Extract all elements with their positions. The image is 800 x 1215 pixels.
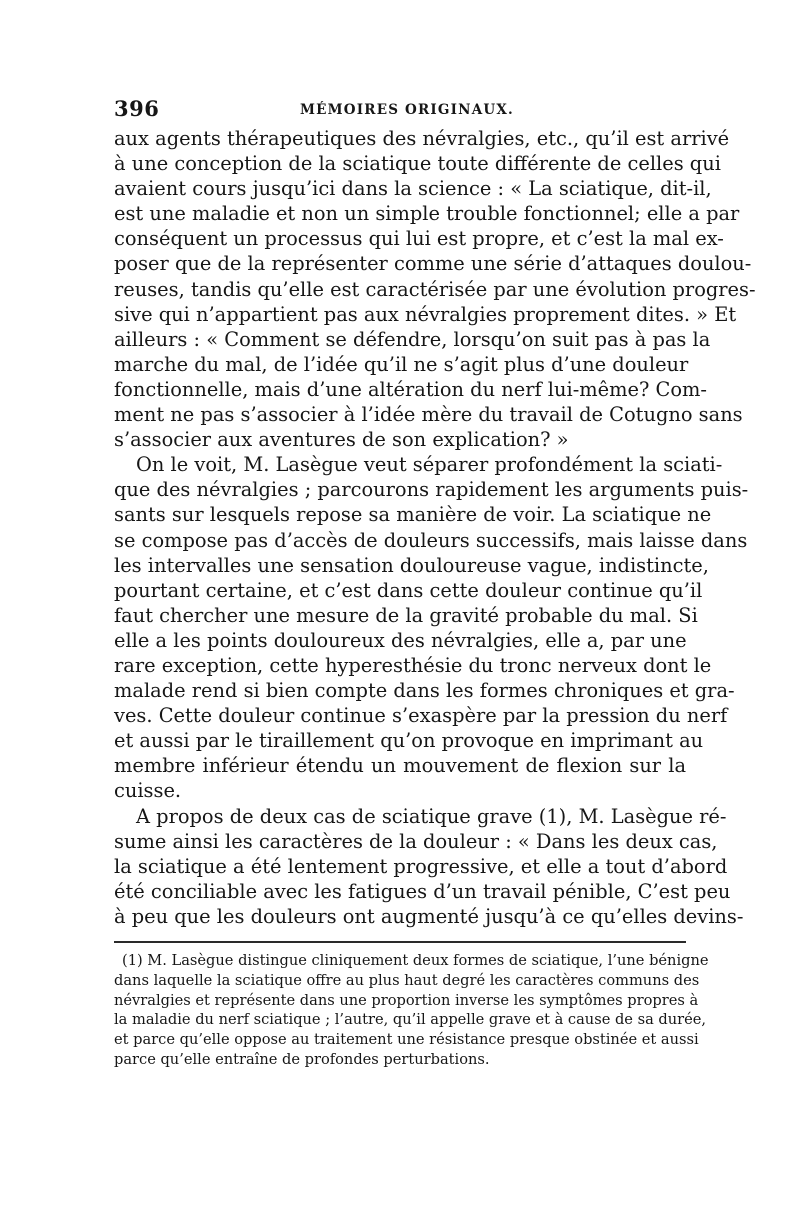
text-line: conséquent un processus qui lui est propre, et c’est la mal ex- xyxy=(114,227,724,251)
page-number: 396 xyxy=(114,96,160,121)
running-title: MÉMOIRES ORIGINAUX. xyxy=(300,102,514,118)
text-line: est une maladie et non un simple trouble fonctionnel; elle a par xyxy=(114,202,740,226)
text-line: se compose pas d’accès de douleurs successifs, mais laisse dans xyxy=(114,528,748,552)
text-line: avaient cours jusqu’ici dans la science : « La sciatique, dit-il, xyxy=(114,177,712,201)
text-line: ailleurs : « Comment se défendre, lorsqu’on suit pas à pas la xyxy=(114,327,711,351)
book-page xyxy=(114,96,756,1070)
text-line: sive qui n’appartient pas aux névralgies proprement dites. » Et xyxy=(114,302,737,326)
text-line: marche du mal, de l’idée qu’il ne s’agit plus d’une douleur xyxy=(114,352,689,376)
text-line: reuses, tandis qu’elle est caractérisée par une évolution progres- xyxy=(114,277,756,301)
footnote-line: et parce qu’elle oppose au traitement une résistance presque obstinée et aussi xyxy=(114,1031,699,1049)
text-line: ment ne pas s’associer à l’idée mère du travail de Cotugno sans xyxy=(114,403,743,427)
text-line: que des névralgies ; parcourons rapidement les arguments puis- xyxy=(114,478,749,502)
footnote-divider xyxy=(114,941,686,943)
text-line: et aussi par le tiraillement qu’on provoque en imprimant au xyxy=(114,729,704,753)
text-line: à une conception de la sciatique toute différente de celles qui xyxy=(114,152,721,176)
text-line: aux agents thérapeutiques des névralgies, etc., qu’il est arrivé xyxy=(114,127,730,150)
text-line: à peu que les douleurs ont augmenté jusqu’à ce qu’elles devins- xyxy=(114,904,744,928)
text-line: A propos de deux cas de sciatique grave (1), M. Lasègue ré- xyxy=(136,804,727,828)
body-text xyxy=(114,126,756,929)
text-line: poser que de la représenter comme une série d’attaques doulou- xyxy=(114,252,752,276)
text-line: membre inférieur étendu un mouvement de flexion sur la xyxy=(114,754,686,778)
text-line: On le voit, M. Lasègue veut séparer profondément la sciati- xyxy=(136,453,723,477)
text-line: sume ainsi les caractères de la douleur : « Dans les deux cas, xyxy=(114,829,718,853)
text-line: ves. Cette douleur continue s’exaspère par la pression du nerf xyxy=(114,704,728,728)
text-line: fonctionnelle, mais d’une altération du nerf lui-même? Com- xyxy=(114,377,707,401)
text-line: pourtant certaine, et c’est dans cette douleur continue qu’il xyxy=(114,578,703,602)
text-line: malade rend si bien compte dans les formes chroniques et gra- xyxy=(114,679,735,703)
footnote-line: parce qu’elle entraîne de profondes perturbations. xyxy=(114,1050,490,1068)
text-line: rare exception, cette hyperesthésie du tronc nerveux dont le xyxy=(114,653,712,677)
text-line: été conciliable avec les fatigues d’un travail pénible, C’est peu xyxy=(114,879,731,903)
footnote-line: (1) M. Lasègue distingue cliniquement deux formes de sciatique, l’une bénigne xyxy=(122,952,709,969)
text-line: elle a les points douloureux des névralgies, elle a, par une xyxy=(114,628,687,652)
footnote-line: la maladie du nerf sciatique ; l’autre, qu’il appelle grave et à cause de sa durée, xyxy=(114,1011,707,1029)
text-line: la sciatique a été lentement progressive, et elle a tout d’abord xyxy=(114,854,728,878)
footnote-line: névralgies et représente dans une proportion inverse les symptômes propres à xyxy=(114,991,699,1009)
text-line: s’associer aux aventures de son explication? » xyxy=(114,428,569,452)
running-head xyxy=(114,96,686,126)
text-line: sants sur lesquels repose sa manière de voir. La sciatique ne xyxy=(114,503,712,527)
text-line: faut chercher une mesure de la gravité probable du mal. Si xyxy=(114,603,698,627)
text-line: cuisse. xyxy=(114,779,182,803)
footnote xyxy=(114,951,709,1070)
footnote-line: dans laquelle la sciatique offre au plus haut degré les caractères communs des xyxy=(114,971,700,989)
text-line: les intervalles une sensation douloureuse vague, indistincte, xyxy=(114,553,709,577)
